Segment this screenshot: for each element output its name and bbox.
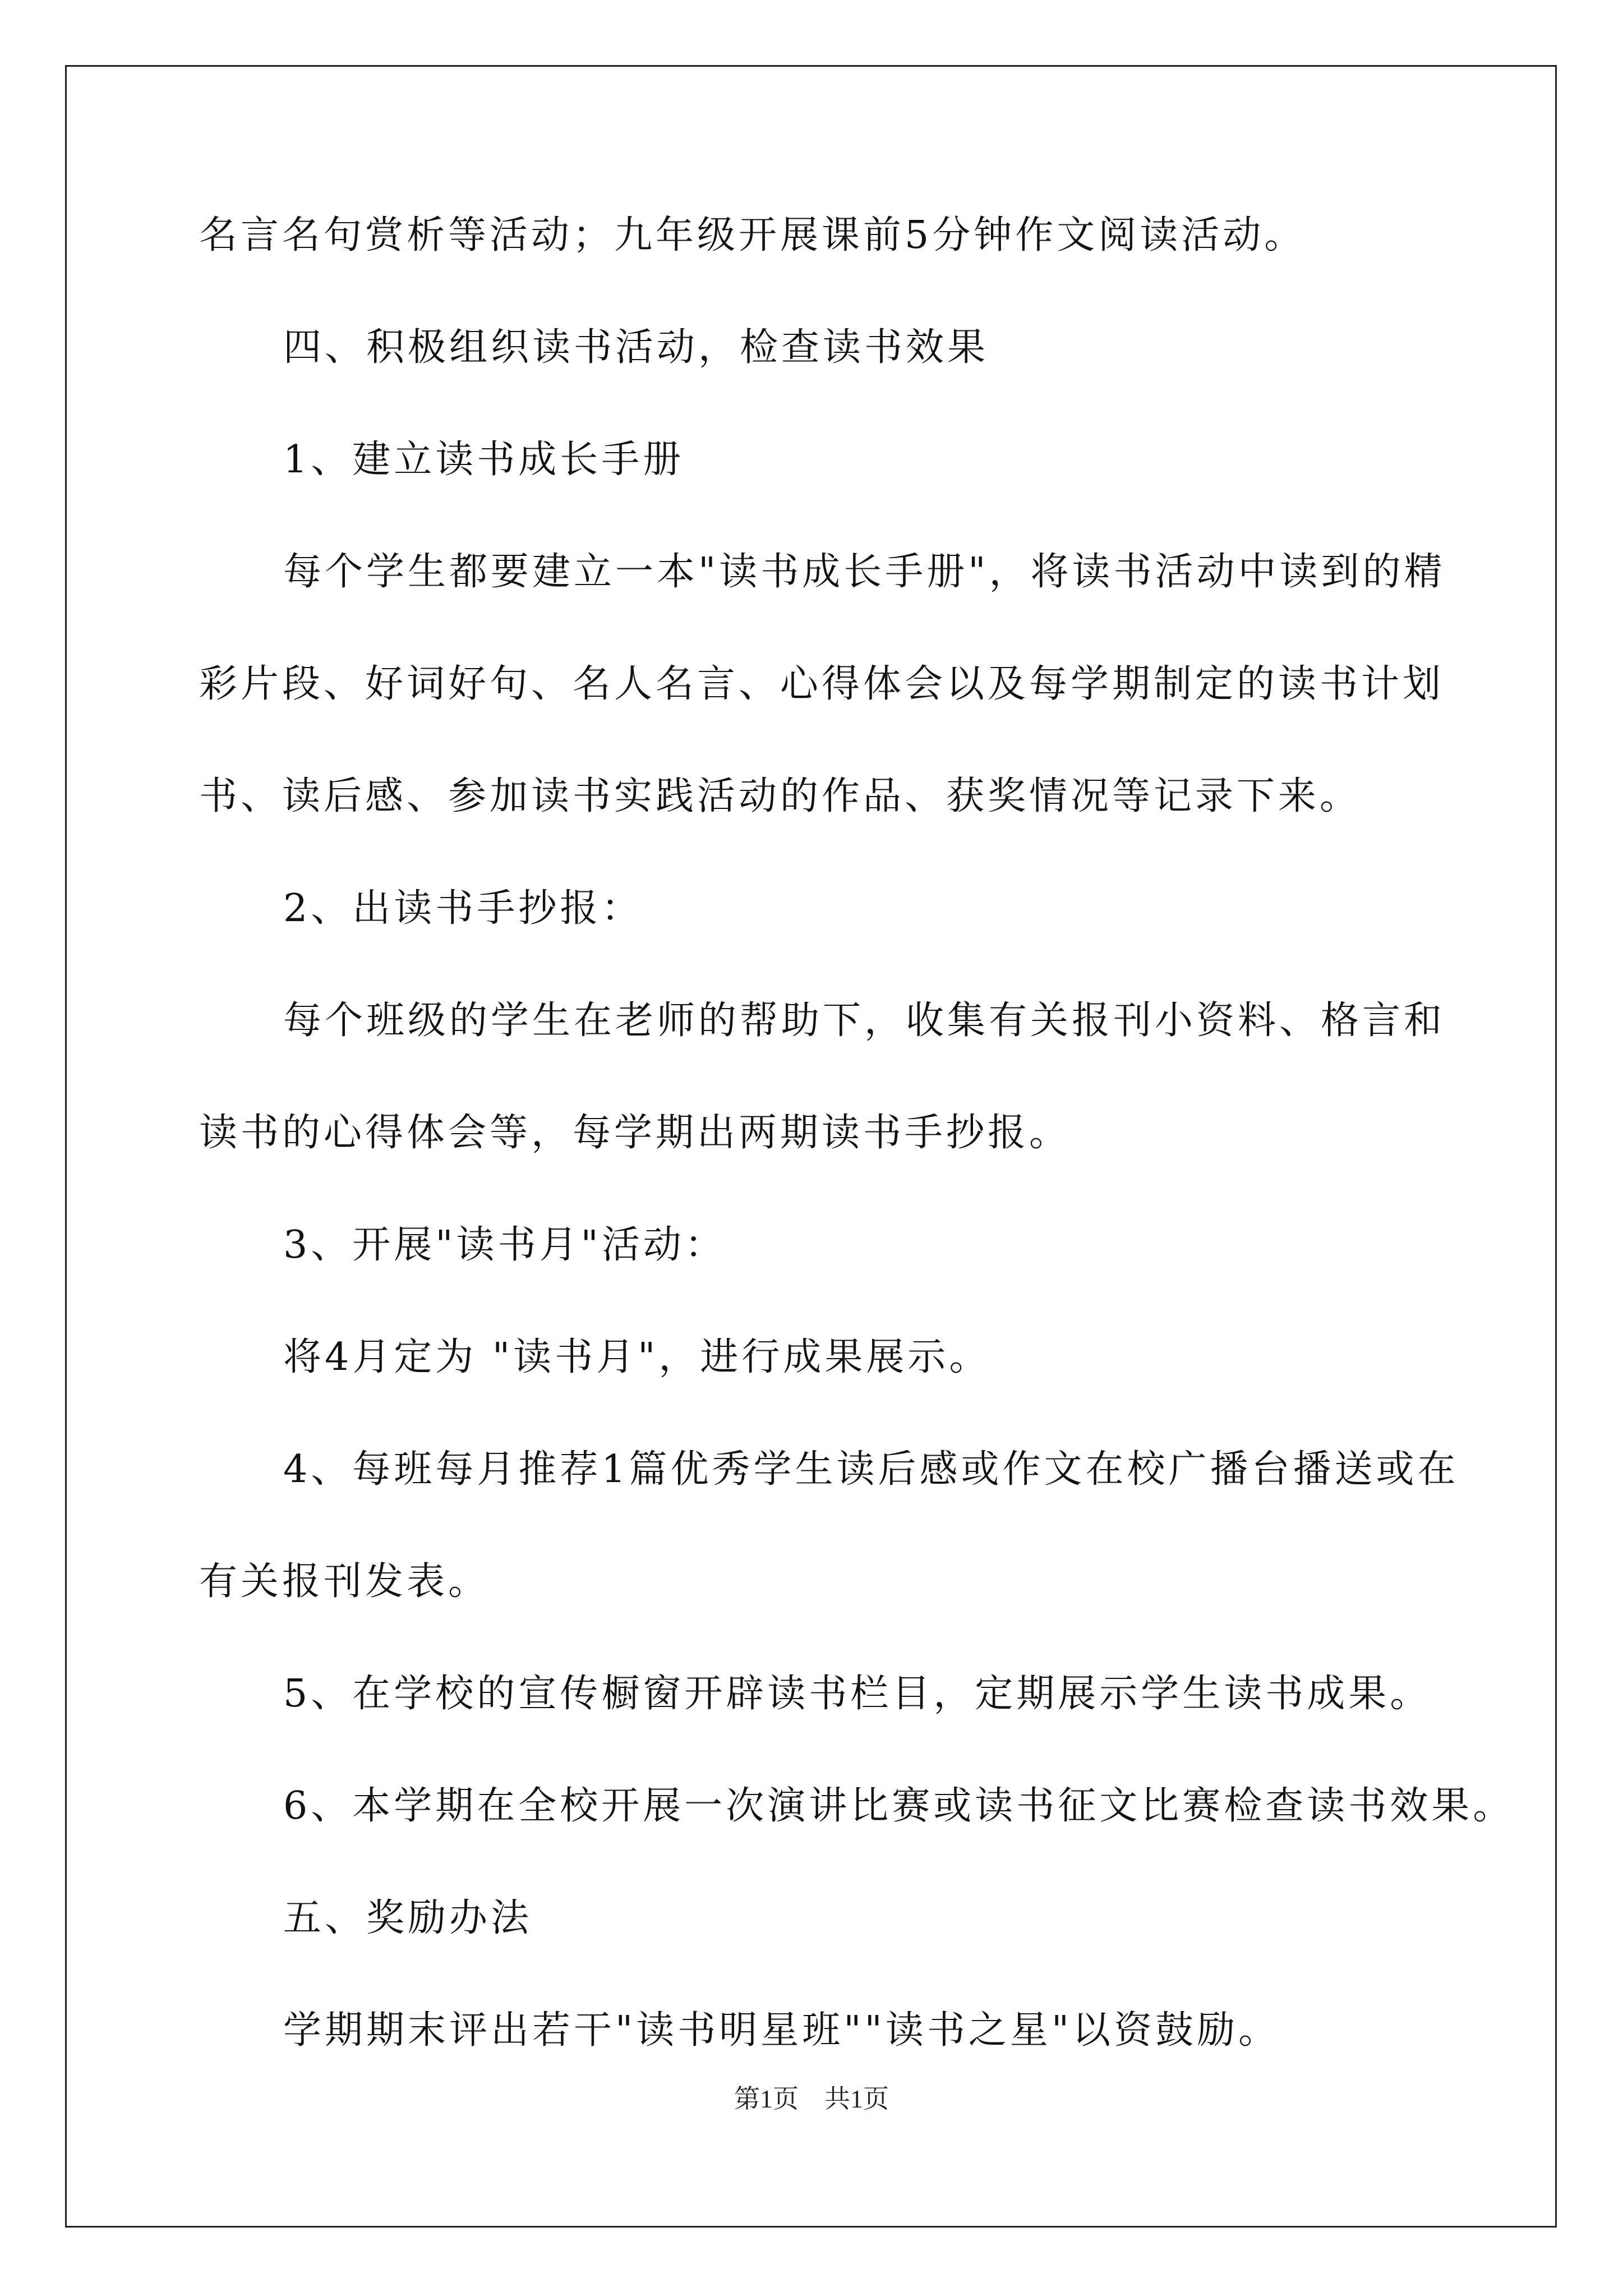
paragraph-line: 学期期末评出若干"读书明星班""读书之星"以资鼓励。 <box>283 2008 1280 2053</box>
paragraph-line: 每个班级的学生在老师的帮助下，收集有关报刊小资料、格言和 <box>283 999 1446 1043</box>
item-heading: 1、建立读书成长手册 <box>283 438 685 482</box>
paragraph-line: 5、在学校的宣传橱窗开辟读书栏目，定期展示学生读书成果。 <box>283 1672 1432 1716</box>
paragraph-line: 读书的心得体会等，每学期出两期读书手抄报。 <box>199 1111 1071 1155</box>
paragraph-line: 4、每班每月推荐1篇优秀学生读后感或作文在校广播台播送或在 <box>283 1447 1459 1492</box>
paragraph-line: 6、本学期在全校开展一次演讲比赛或读书征文比赛检查读书效果。 <box>283 1784 1515 1828</box>
paragraph-line: 书、读后感、参加读书实践活动的作品、获奖情况等记录下来。 <box>199 774 1362 818</box>
paragraph-line: 将4月定为 "读书月"，进行成果展示。 <box>283 1335 991 1379</box>
section-heading: 四、积极组织读书活动，检查读书效果 <box>283 325 989 370</box>
item-heading: 3、开展"读书月"活动： <box>283 1223 726 1267</box>
section-heading: 五、奖励办法 <box>283 1896 533 1940</box>
page-number-footer: 第1页 共1页 <box>734 2085 889 2113</box>
paragraph-line: 每个学生都要建立一本"读书成长手册"，将读书活动中读到的精 <box>283 550 1446 594</box>
paragraph-line: 名言名句赏析等活动；九年级开展课前5分钟作文阅读活动。 <box>199 213 1306 257</box>
paragraph-line: 有关报刊发表。 <box>199 1559 490 1604</box>
item-heading: 2、出读书手抄报： <box>283 886 643 931</box>
paragraph-line: 彩片段、好词好句、名人名言、心得体会以及每学期制定的读书计划 <box>199 662 1445 706</box>
